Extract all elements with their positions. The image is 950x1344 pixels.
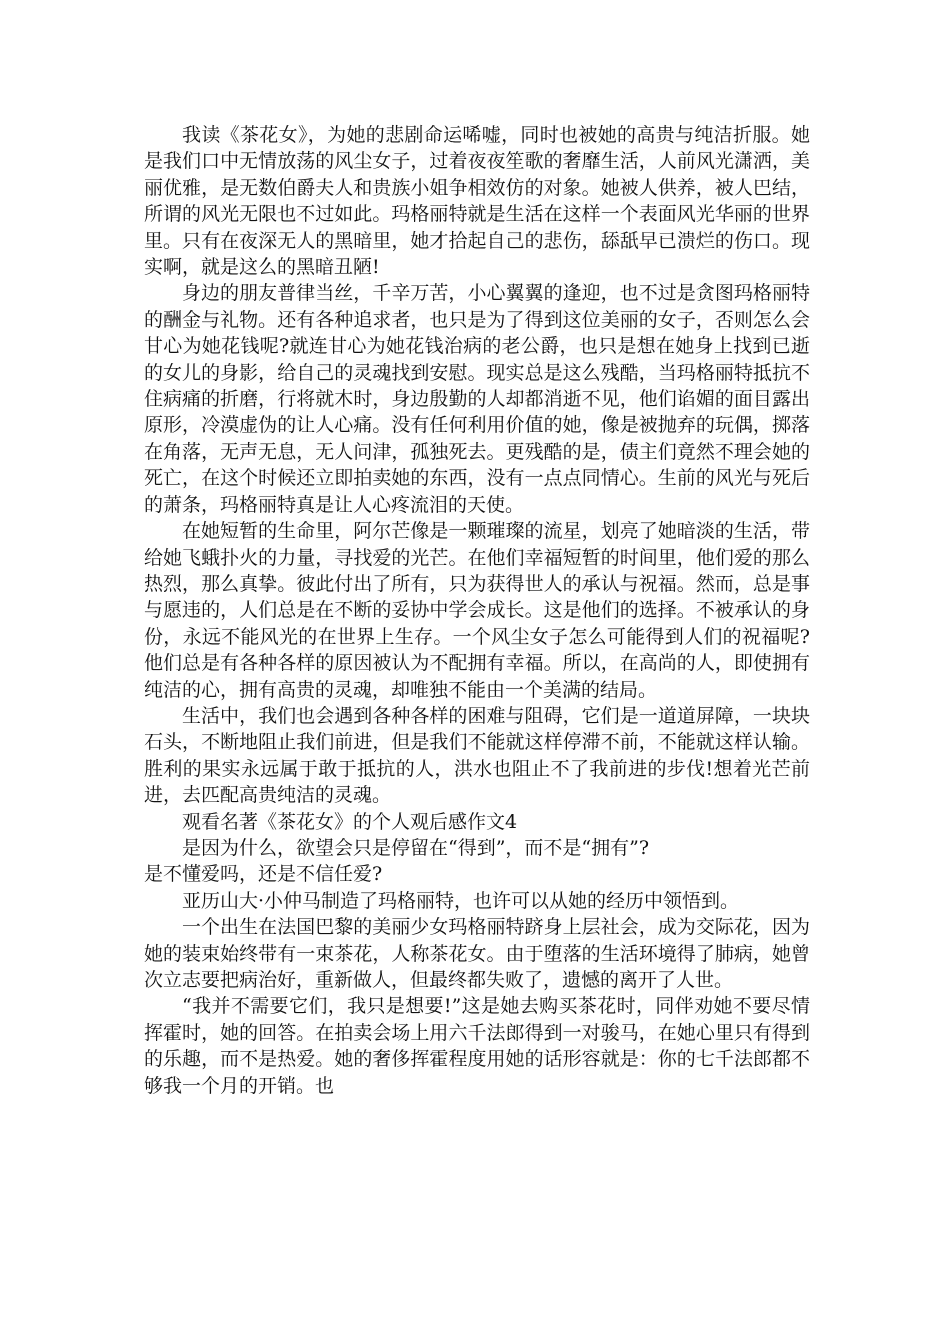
paragraph-3: 在她短暂的生命里，阿尔芒像是一颗璀璨的流星，划亮了她暗淡的生活，带给她飞蛾扑火的力量，寻找爱的光芒。在他们幸福短暂的时间里，他们爱的那么热烈，那么真挚。彼此付出了所有，只为获得世人的承认与祝福。然而，总是事与愿违的，人们总是在不断的妥协中学会成长。这是他们的选择。不被承认的身份，永远不能风光的在世界上生存。一个风尘女子怎么可能得到人们的祝福呢?他们总是有各种各样的原因被认为不配拥有幸福。所以，在高尚的人，即使拥有纯洁的心，拥有高贵的灵魂，却唯独不能由一个美满的结局。 bbox=[144, 520, 810, 701]
essay-heading: 观看名著《茶花女》的个人观后感作文4 bbox=[182, 810, 518, 833]
paragraph-7: “我并不需要它们，我只是想要!”这是她去购买茶花时，同伴劝她不要尽情挥霍时，她的回答。在拍卖会场上用六千法郎得到一对骏马，在她心里只有得到的乐趣，而不是热爱。她的奢侈挥霍程度用她的话形容就是：你的七千法郎都不够我一个月的开销。也 bbox=[144, 995, 810, 1097]
question-line-1: 是因为什么，欲望会只是停留在“得到”，而不是“拥有”? bbox=[182, 836, 650, 859]
document-body bbox=[144, 122, 810, 1099]
question-line-2: 是不懂爱吗，还是不信任爱? bbox=[144, 863, 383, 886]
paragraph-6: 一个出生在法国巴黎的美丽少女玛格丽特跻身上层社会，成为交际花，因为她的装束始终带有一束茶花，人称茶花女。由于堕落的生活环境得了肺病，她曾次立志要把病治好，重新做人，但最终都失败了，遗憾的离开了人世。 bbox=[144, 916, 810, 991]
paragraph-2: 身边的朋友普律当丝，千辛万苦，小心翼翼的逢迎，也不过是贪图玛格丽特的酬金与礼物。还有各种追求者，也只是为了得到这位美丽的女子，否则怎么会甘心为她花钱呢?就连甘心为她花钱治病的老公爵，也只是想在她身上找到已逝的女儿的身影，给自己的灵魂找到安慰。现实总是这么残酷，当玛格丽特抵抗不住病痛的折磨，行将就木时，身边殷勤的人却都消逝不见，他们谄媚的面目露出原形，冷漠虚伪的让人心痛。没有任何利用价值的她，像是被抛弃的玩偶，掷落在角落，无声无息，无人问津，孤独死去。更残酷的是，债主们竟然不理会她的死亡，在这个时候还立即拍卖她的东西，没有一点点同情心。生前的风光与死后的萧条，玛格丽特真是让人心疼流泪的天使。 bbox=[144, 282, 810, 516]
paragraph-5: 亚历山大·小仲马制造了玛格丽特，也许可以从她的经历中领悟到。 bbox=[182, 889, 740, 912]
paragraph-4: 生活中，我们也会遇到各种各样的困难与阻碍，它们是一道道屏障，一块块石头，不断地阻止我们前进，但是我们不能就这样停滞不前，不能就这样认输。胜利的果实永远属于敢于抵抗的人，洪水也阻止不了我前进的步伐!想着光芒前进，去匹配高贵纯洁的灵魂。 bbox=[144, 704, 810, 807]
paragraph-1: 我读《茶花女》，为她的悲剧命运唏嘘，同时也被她的高贵与纯洁折服。她是我们口中无情放荡的风尘女子，过着夜夜笙歌的奢靡生活，人前风光潇洒，美丽优雅，是无数伯爵夫人和贵族小姐争相效仿的对象。她被人供养，被人巴结，所谓的风光无限也不过如此。玛格丽特就是生活在这样一个表面风光华丽的世界里。只有在夜深无人的黑暗里，她才拾起自己的悲伤，舔舐早已溃烂的伤口。现实啊，就是这么的黑暗丑陋! bbox=[144, 124, 810, 279]
